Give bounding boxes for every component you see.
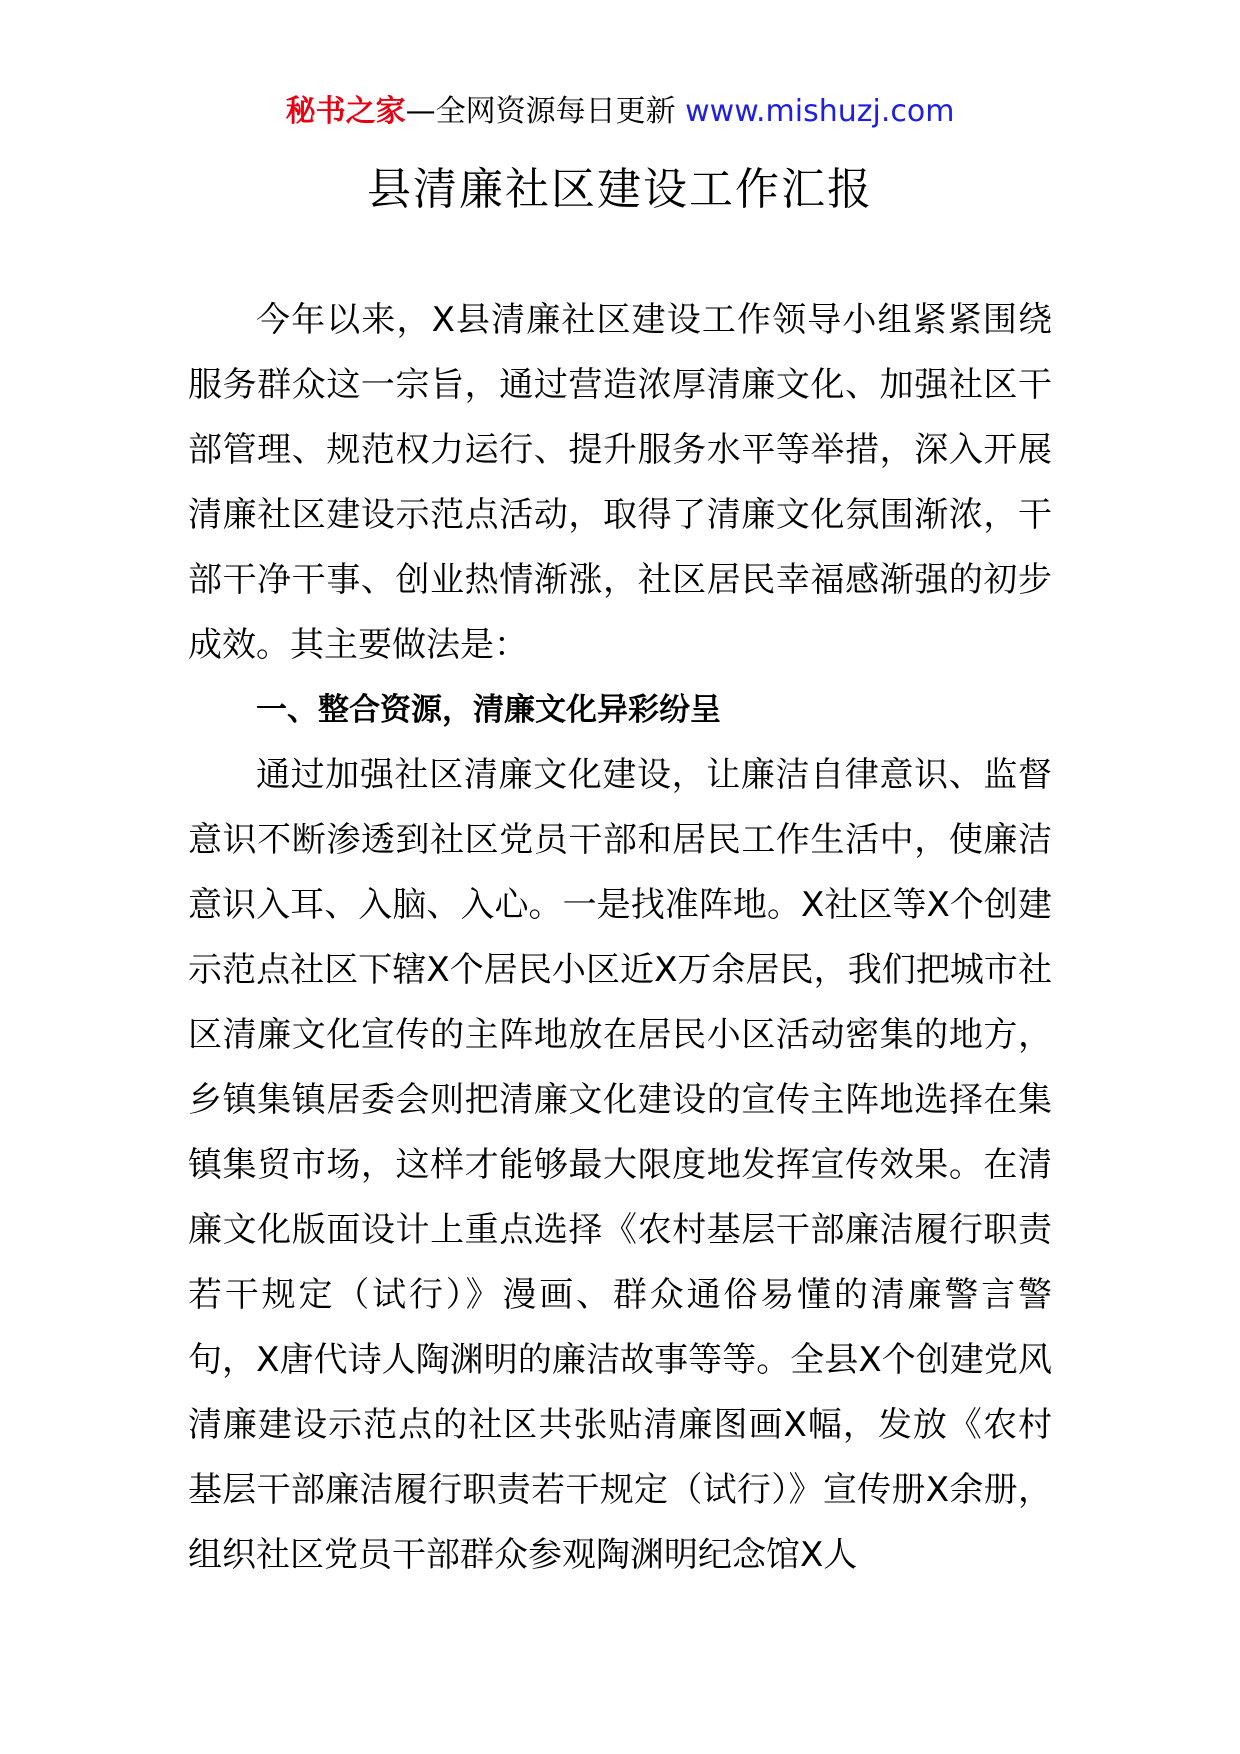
site-header [0,92,1240,132]
site-url-link[interactable]: www.mishuzj.com [685,94,955,129]
document-title: 县清廉社区建设工作汇报 [367,164,873,215]
site-tagline: —全网资源每日更新 [405,94,686,129]
document-body [188,288,1052,1588]
intro-paragraph: 今年以来，X县清廉社区建设工作领导小组紧紧围绕服务群众这一宗旨，通过营造浓厚清廉文化、加强社区干部管理、规范权力运行、提升服务水平等举措，深入开展清廉社区建设示范点活动，取得了清廉文化氛围渐浓，干部干净干事、创业热情渐涨，社区居民幸福感渐强的初步成效。其主要做法是： [188,300,1052,665]
body-paragraph: 通过加强社区清廉文化建设，让廉洁自律意识、监督意识不断渗透到社区党员干部和居民工作生活中，使廉洁意识入耳、入脑、入心。一是找准阵地。X社区等X个创建示范点社区下辖X个居民小区近X万余居民，我们把城市社区清廉文化宣传的主阵地放在居民小区活动密集的地方，乡镇集镇居委会则把清廉文化建设的宣传主阵地选择在集镇集贸市场，这样才能够最大限度地发挥宣传效果。在清廉文化版面设计上重点选择《农村基层干部廉洁履行职责若干规定（试行）》漫画、群众通俗易懂的清廉警言警句，X唐代诗人陶渊明的廉洁故事等等。全县X个创建党风清廉建设示范点的社区共张贴清廉图画X幅，发放《农村基层干部廉洁履行职责若干规定（试行）》宣传册X余册，组织社区党员干部群众参观陶渊明纪念馆X人 [188,755,1052,1575]
section-heading: 一、整合资源，清廉文化异彩纷呈 [256,692,721,728]
brand-name: 秘书之家 [285,94,406,129]
